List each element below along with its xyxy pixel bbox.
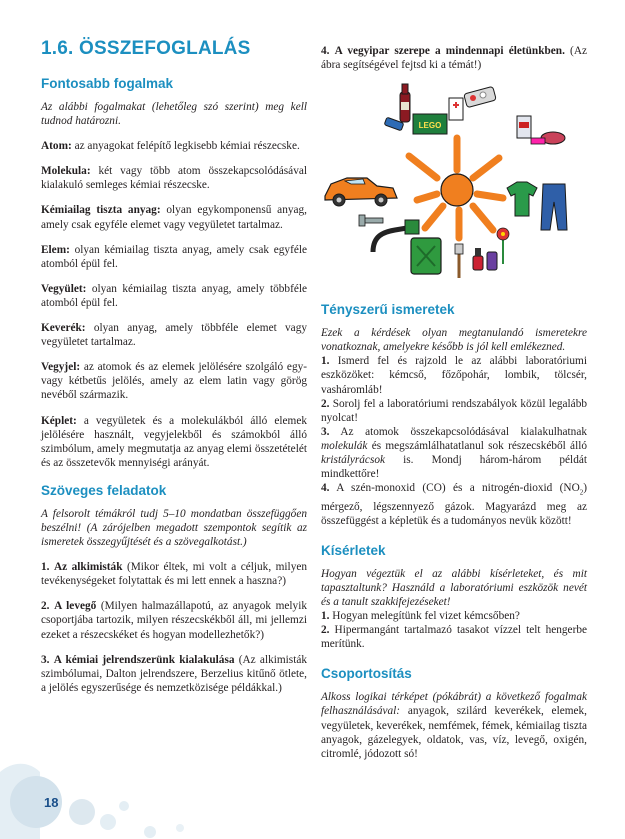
screw-icon <box>359 215 383 226</box>
task-text: (Az ábra segítségével fejtsd ki a témát!) <box>321 45 587 72</box>
task-text: (Mikor éltek, mi volt a céljuk, milyen tevékenységeket folytattak és mi lett ennek a haszna?) <box>41 561 308 588</box>
fact-item-4 <box>321 481 587 528</box>
facts-intro: Ezek a kérdések olyan megtanulandó ismeretekre vonatkoznak, amelyekre később is jól kell emlékezned. <box>321 327 587 354</box>
facts-heading: Tényszerű ismeretek <box>321 302 455 318</box>
bottle-icon <box>400 84 410 122</box>
task-text: (Az alkimisták szimbólumai, Dalton jelrendszere, Berzelius kitűnő ötlete, a jelölés egyszerűsége és nemzetközisége példákkal.) <box>41 653 307 694</box>
experiment-item-2 <box>321 623 587 651</box>
concept-definition: olyan anyag, amely többféle elemet vagy vegyületet tartalmaz. <box>41 322 307 349</box>
concept-atom <box>41 139 307 153</box>
bottom-bubbles-decoration <box>0 720 625 839</box>
concept-molekula <box>41 164 307 192</box>
center-circle <box>441 174 473 206</box>
fact-number: 3. <box>321 425 330 438</box>
cosmetics-icon <box>531 132 565 144</box>
experiment-text: Hipermangánt tartalmazó tasakot vízzel telt hengerbe merítünk. <box>321 624 587 651</box>
concept-definition: az atomok és az elemek jelölésére szolgáló egy- vagy kétbetűs jelölés, amely az elem latin vagy görög nevéből származik. <box>41 361 307 402</box>
experiment-number: 2. <box>321 624 330 637</box>
concept-definition: olyan kémiailag tiszta anyag, amely többféle atomból épül fel. <box>41 282 307 309</box>
task-item-3 <box>41 653 307 695</box>
task-item-1 <box>41 560 307 588</box>
fact-subscript: 2 <box>579 488 584 497</box>
concept-term: Vegyjel: <box>41 361 81 374</box>
task-number: 4. <box>321 45 330 57</box>
fact-text: Az atomok összekapcsolódásával kialakulhatnak <box>329 425 587 438</box>
paintbrush-icon <box>455 244 463 278</box>
fact-item-1 <box>321 354 587 396</box>
lego-box-icon <box>413 114 447 134</box>
page-title: 1.6. ÖSSZEFOGLALÁS <box>41 38 251 59</box>
concept-elem <box>41 243 307 271</box>
page-number: 18 <box>44 795 59 810</box>
concept-definition: az anyagokat felépítő legkisebb kémiai részecske. <box>71 140 300 153</box>
task-title: A vegyipar szerepe a mindennapi életünkben. <box>334 45 565 57</box>
fact-text: és megszámlálhatatlanul sok részecskéből álló <box>367 439 587 452</box>
jerrycan-icon <box>411 238 441 274</box>
concept-vegyulet <box>41 282 307 310</box>
concept-term: Keverék: <box>41 322 86 335</box>
concept-definition: a vegyületek és a molekulákból álló elemek jelölésére használt, vegyjelekből és számokból álló szimbólum, amely megmutatja az anyag elemi összetételét és az összetevők mennyiségi arányát. <box>41 414 307 469</box>
task-text: (Milyen halmazállapotú, az anyagok melyik csoportjába tartozik, milyen részecskékből áll, mi jellemzi ezeket a részecskéket és hogyan modellezhetők?) <box>41 600 307 641</box>
flower-icon <box>497 228 509 264</box>
fact-item-2 <box>321 397 587 425</box>
car-icon <box>325 178 397 206</box>
concept-term: Képlet: <box>41 414 77 427</box>
fact-emphasis: molekulák <box>321 439 368 452</box>
task-title: Az alkimisták <box>53 561 123 574</box>
task-title: A levegő <box>54 600 97 613</box>
concept-term: Kémiailag tiszta anyag: <box>41 204 161 217</box>
fact-number: 4. <box>321 482 330 495</box>
fact-text: A szén-monoxid (CO) és a nitrogén-dioxid (NO <box>329 482 580 495</box>
grouping-terms: anyagok, szilárd keverékek, elemek, vegyületek, keverékek, nemfémek, fémek, kémiailag tiszta anyagok, gázelegyek, oldatok, vas, víz, levegő, oxigén, citromlé, jódozott só! <box>321 705 587 760</box>
text-tasks-intro: A felsorolt témákról tudj 5–10 mondatban összefüggően beszélni! (A zárójelben megadott szempontok segítik az ismeretek összegyűjtését és a szövegalkotást.) <box>41 507 307 549</box>
chemical-industry-illustration <box>321 80 587 285</box>
fact-item-3 <box>321 425 587 481</box>
concept-keverek <box>41 321 307 349</box>
grouping-intro: Alkoss logikai térképet (pókábrát) a következő fogalmak felhasználásával: <box>321 691 587 718</box>
concept-tiszta-anyag <box>41 203 307 231</box>
shirt-icon <box>507 182 537 216</box>
illustration-svg <box>321 80 587 285</box>
medicine-box-icon <box>449 98 463 120</box>
grouping-heading: Csoportosítás <box>321 666 412 682</box>
experiments-heading: Kísérletek <box>321 542 386 558</box>
experiment-text: Hogyan melegítünk fel vizet kémcsőben? <box>329 610 520 623</box>
jeans-icon <box>541 184 567 230</box>
task-item-2 <box>41 599 307 641</box>
fact-number: 2. <box>321 397 330 410</box>
concepts-heading: Fontosabb fogalmak <box>41 76 174 91</box>
experiments-intro: Hogyan végeztük el az alábbi kísérleteket, és mit tapasztaltunk? Használd a laboratóriumi eszközök nevét és a tanult szakkifejezéseket! <box>321 567 587 608</box>
fact-text: ) mérgező, légszennyező gázok. Magyarázd meg az összefüggést a képletük és a tudományos nevük között! <box>321 482 587 527</box>
fact-text: Sorolj fel a laboratóriumi rendszabályok közül legalább nyolcat! <box>321 397 587 424</box>
right-column <box>321 44 587 761</box>
task-title: A kémiai jelrendszerünk kialakulása <box>53 653 235 666</box>
fact-emphasis: kristályrácsok <box>321 454 386 467</box>
detergent-icon <box>517 116 531 138</box>
lego-label: LEGO <box>418 121 442 131</box>
concept-term: Vegyület: <box>41 282 87 295</box>
concept-term: Atom: <box>41 140 72 153</box>
task-number: 1. <box>41 561 50 574</box>
experiment-number: 1. <box>321 610 330 623</box>
concept-term: Molekula: <box>41 165 91 178</box>
concept-keplet <box>41 414 307 470</box>
concept-definition: olyan egykomponensű anyag, amely csak egyféle elemet vagy vegyületet tartalmaz. <box>41 204 307 231</box>
task-number: 3. <box>41 653 50 666</box>
fact-number: 1. <box>321 355 330 368</box>
left-column <box>41 38 307 695</box>
fact-text: Ismerd fel és rajzold le az alábbi laboratóriumi eszközöket: kémcső, főzőpohár, lombik, tölcsér, vasháromláb! <box>321 355 587 396</box>
pills-icon <box>464 87 497 108</box>
concept-term: Elem: <box>41 243 70 256</box>
task-item-4 <box>321 44 587 72</box>
concept-vegyjel <box>41 360 307 402</box>
concepts-intro: Az alábbi fogalmakat (lehetőleg szó szerint) meg kell tudnod határozni. <box>41 101 307 128</box>
task-number: 2. <box>41 600 50 613</box>
fact-text: is. Mondj három-három példát mindkettőre! <box>321 454 587 481</box>
concept-definition: két vagy több atom összekapcsolódásával kialakuló semleges kémiai részecske. <box>41 165 307 192</box>
text-tasks-heading: Szöveges feladatok <box>41 482 167 498</box>
concept-definition: olyan kémiailag tiszta anyag, amely csak egyféle atomból épül fel. <box>41 243 307 270</box>
experiment-item-1 <box>321 609 587 623</box>
nail-polish-icon <box>473 248 497 270</box>
